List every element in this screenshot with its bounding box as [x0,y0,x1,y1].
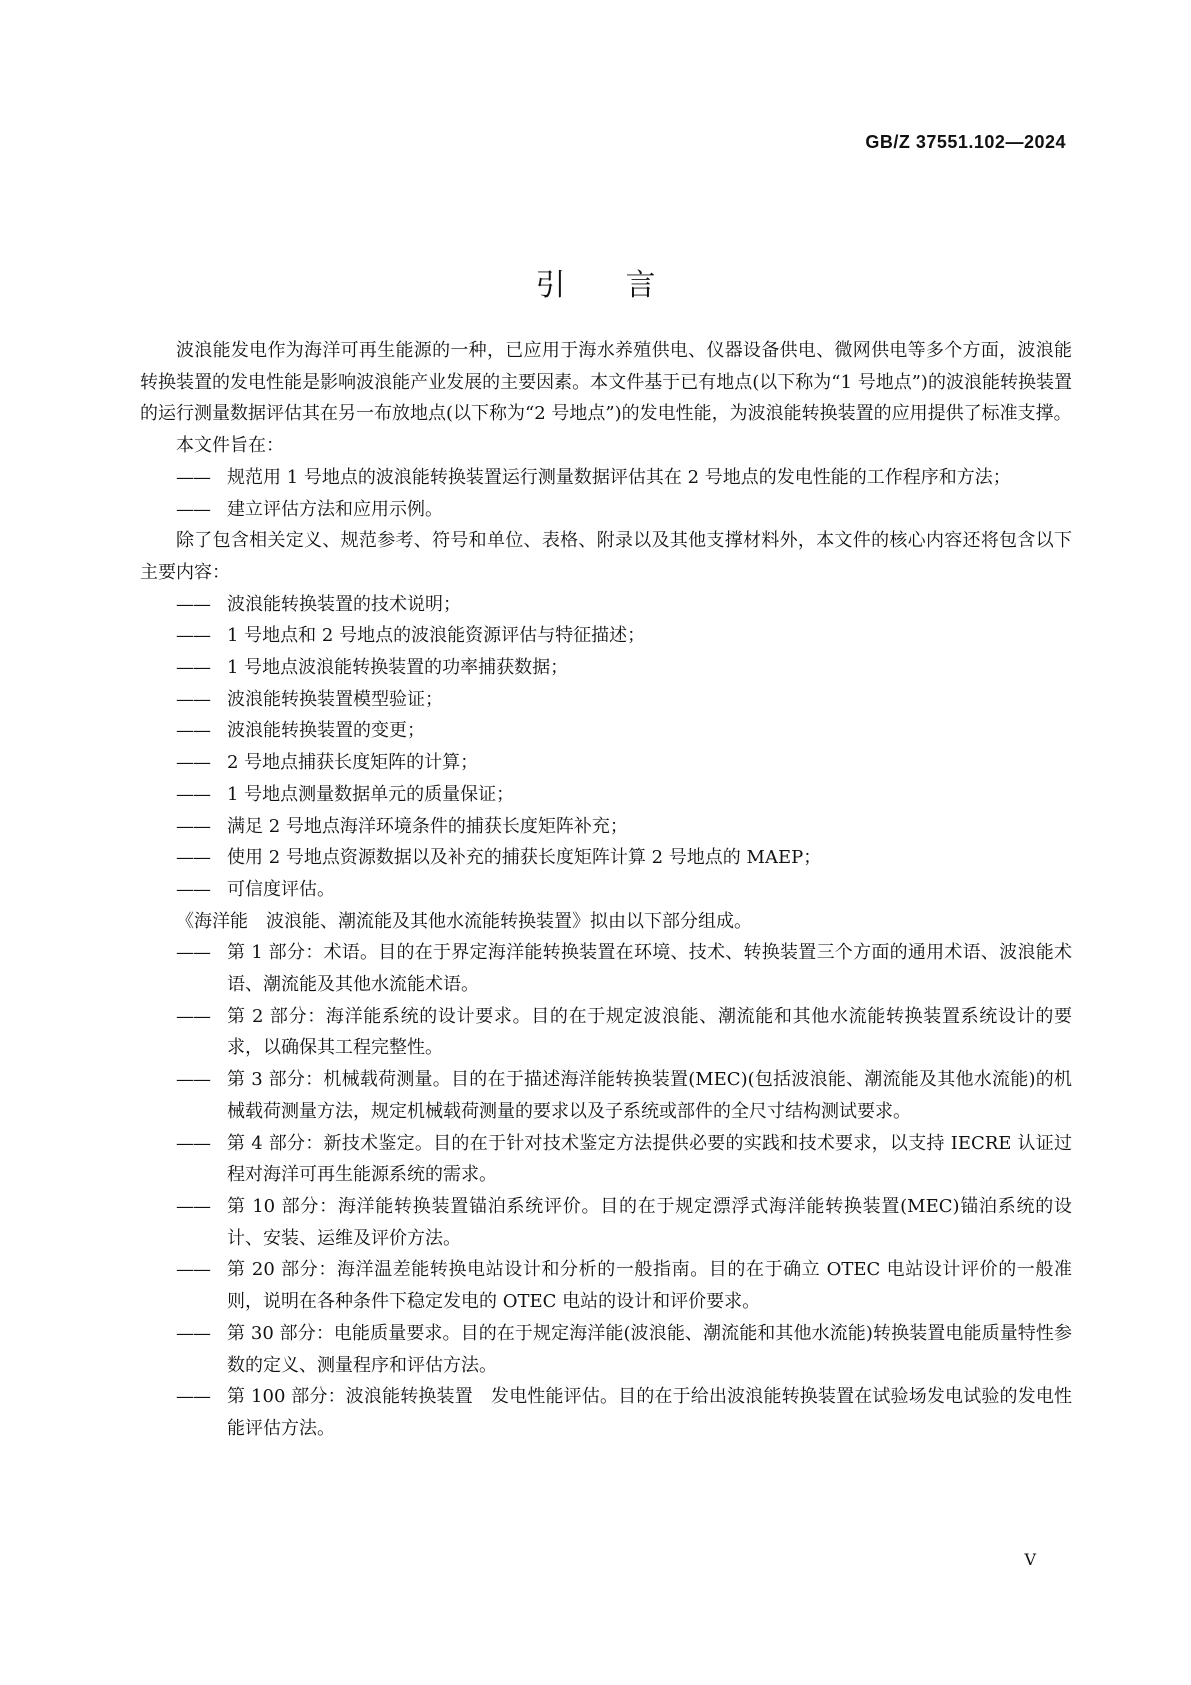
core-intro: 除了包含相关定义、规范参考、符号和单位、表格、附录以及其他支撑材料外，本文件的核心内容还将包含以下主要内容： [140,530,1072,583]
section-title: 引言 [535,268,716,304]
list-dash: —— [176,1386,210,1408]
list-item-text: 1 号地点波浪能转换装置的功率捕获数据； [227,657,569,679]
list-item-text: 第 3 部分：机械载荷测量。目的在于描述海洋能转换装置(MEC)(包括波浪能、潮流能及其他水流能)的机械载荷测量方法，规定机械载荷测量的要求以及子系统或部件的全尺寸结构测试要求。 [227,1069,1072,1122]
intro-paragraph: 波浪能发电作为海洋可再生能源的一种，已应用于海水养殖供电、仪器设备供电、微网供电等多个方面，波浪能转换装置的发电性能是影响波浪能产业发展的主要因素。本文件基于已有地点(以下称为“1 号地点”)的波浪能转换装置的运行测量数据评估其在另一布放地点(以下称为“2 号地点”)的发电性能，为波浪能转换装置的应用提供了标准支撑。 [140,340,1072,425]
list-item-text: 第 1 部分：术语。目的在于界定海洋能转换装置在环境、技术、转换装置三个方面的通用术语、波浪能术语、潮流能及其他水流能术语。 [227,942,1072,996]
list-item [140,937,1072,1000]
list-dash: —— [176,466,210,488]
list-dash: —— [176,1259,210,1281]
list-item-text: 2 号地点捕获长度矩阵的计算； [227,752,479,774]
page-number: V [1024,1550,1036,1569]
aim-intro: 本文件旨在： [176,435,284,457]
list-dash: —— [176,1132,210,1154]
list-item-text: 第 10 部分：海洋能转换装置锚泊系统评价。目的在于规定漂浮式海洋能转换装置(MEC)锚泊系统的设计、安装、运维及评价方法。 [227,1195,1072,1249]
list-dash: —— [176,1005,210,1027]
list-item-text: 1 号地点测量数据单元的质量保证； [227,783,515,805]
list-item [140,684,1072,716]
list-dash: —— [176,847,210,869]
series-intro: 《海洋能 波浪能、潮流能及其他水流能转换装置》拟由以下部分组成。 [176,910,752,932]
parts-list [140,937,1072,1444]
list-item [140,1128,1072,1191]
list-item-text: 满足 2 号地点海洋环境条件的捕获长度矩阵补充； [227,815,628,837]
list-dash: —— [176,942,210,964]
list-item [140,811,1072,843]
list-dash: —— [176,498,210,520]
standard-code: GB/Z 37551.102—2024 [865,132,1066,152]
list-dash: —— [176,878,210,900]
list-item-text: 第 4 部分：新技术鉴定。目的在于针对技术鉴定方法提供必要的实践和技术要求，以支持 IECRE 认证过程对海洋可再生能源系统的需求。 [227,1132,1072,1186]
list-dash: —— [176,657,210,679]
list-item-text: 波浪能转换装置的变更； [227,720,425,742]
list-item-text: 规范用 1 号地点的波浪能转换装置运行测量数据评估其在 2 号地点的发电性能的工作程序和方法； [227,466,1011,488]
list-item [140,620,1072,652]
list-item-text: 第 100 部分：波浪能转换装置 发电性能评估。目的在于给出波浪能转换装置在试验场发电试验的发电性能评估方法。 [227,1386,1072,1439]
list-dash: —— [176,815,210,837]
list-item-text: 第 2 部分：海洋能系统的设计要求。目的在于规定波浪能、潮流能和其他水流能转换装置系统设计的要求，以确保其工程完整性。 [227,1005,1072,1059]
list-dash: —— [176,1322,210,1344]
list-item [140,494,1072,526]
list-item [140,874,1072,906]
aims-list [140,462,1072,525]
list-item-text: 波浪能转换装置模型验证； [227,688,443,710]
list-item-text: 1 号地点和 2 号地点的波浪能资源评估与特征描述； [227,625,646,647]
list-item [140,1318,1072,1381]
list-item [140,652,1072,684]
list-item [140,1191,1072,1254]
list-item-text: 使用 2 号地点资源数据以及补充的捕获长度矩阵计算 2 号地点的 MAEP； [227,847,822,869]
list-dash: —— [176,783,210,805]
list-dash: —— [176,752,210,774]
list-item [140,715,1072,747]
list-item [140,1254,1072,1317]
list-dash: —— [176,593,210,615]
list-dash: —— [176,688,210,710]
document-body [140,335,1072,1445]
list-item-text: 波浪能转换装置的技术说明； [227,593,461,615]
list-item-text: 可信度评估。 [227,878,335,900]
list-item [140,589,1072,621]
list-item [140,779,1072,811]
list-item [140,1001,1072,1064]
list-item [140,1064,1072,1127]
list-item [140,462,1072,494]
core-items-list [140,589,1072,906]
list-dash: —— [176,720,210,742]
list-dash: —— [176,1069,210,1091]
list-item-text: 建立评估方法和应用示例。 [227,498,443,520]
list-item [140,1381,1072,1444]
list-item-text: 第 30 部分：电能质量要求。目的在于规定海洋能(波浪能、潮流能和其他水流能)转换装置电能质量特性参数的定义、测量程序和评估方法。 [227,1322,1072,1376]
list-dash: —— [176,625,210,647]
list-item [140,747,1072,779]
list-dash: —— [176,1195,210,1217]
list-item [140,842,1072,874]
list-item-text: 第 20 部分：海洋温差能转换电站设计和分析的一般指南。目的在于确立 OTEC 电站设计评价的一般准则，说明在各种条件下稳定发电的 OTEC 电站的设计和评价要求。 [227,1259,1072,1313]
